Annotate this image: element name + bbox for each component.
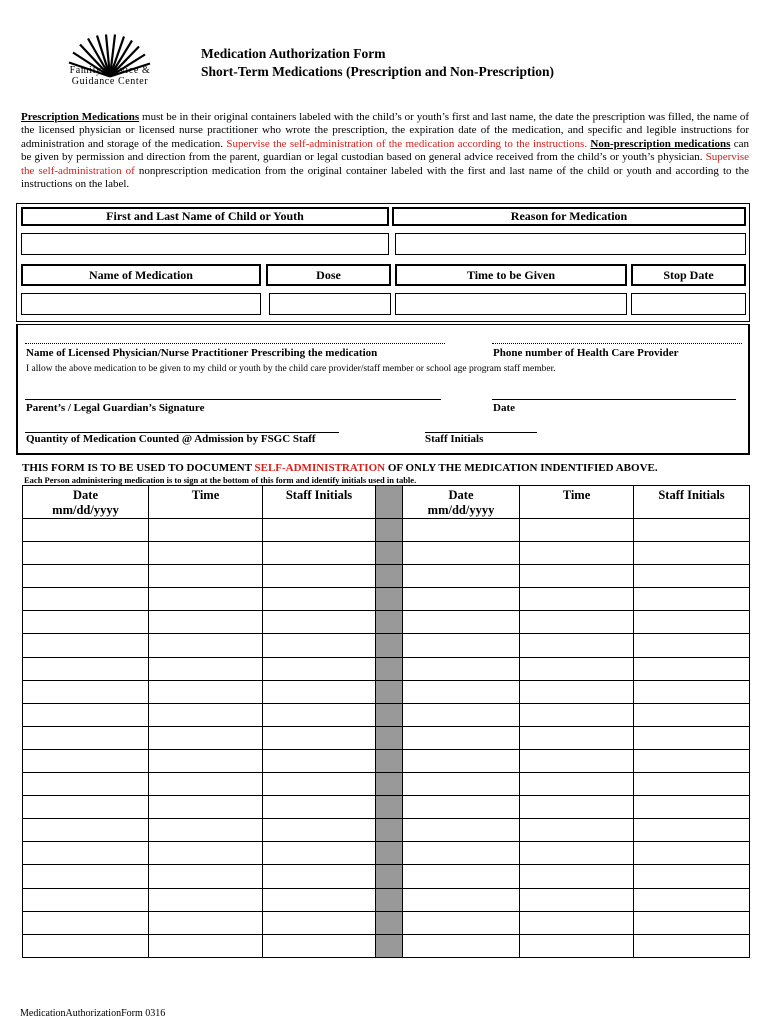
log-cell[interactable] <box>520 842 634 865</box>
table-row <box>23 611 750 634</box>
log-cell[interactable] <box>403 749 520 772</box>
log-cell[interactable] <box>403 703 520 726</box>
logo-line-2: Guidance Center <box>71 76 149 87</box>
log-cell[interactable] <box>403 611 520 634</box>
stop-date-header: Stop Date <box>631 264 746 286</box>
log-cell[interactable] <box>403 888 520 911</box>
log-cell[interactable] <box>149 749 263 772</box>
table-row <box>23 796 750 819</box>
log-cell[interactable] <box>403 796 520 819</box>
log-cell[interactable] <box>520 542 634 565</box>
table-row <box>23 519 750 542</box>
log-cell[interactable] <box>23 680 149 703</box>
log-cell[interactable] <box>263 565 376 588</box>
log-cell[interactable] <box>149 680 263 703</box>
column-separator <box>376 726 403 749</box>
form-code-footer: MedicationAuthorizationForm 0316 <box>20 1008 166 1019</box>
table-row <box>23 749 750 772</box>
time-given-field[interactable] <box>395 293 627 315</box>
log-cell[interactable] <box>520 680 634 703</box>
log-cell[interactable] <box>634 796 750 819</box>
log-cell[interactable] <box>634 888 750 911</box>
table-row <box>23 542 750 565</box>
notice-sub: Each Person administering medication is to sign at the bottom of this form and identify initials used in table. <box>24 475 417 485</box>
administration-log-table <box>22 485 750 958</box>
log-cell[interactable] <box>403 819 520 842</box>
log-cell[interactable] <box>403 911 520 934</box>
med-name-field[interactable] <box>21 293 261 315</box>
log-cell[interactable] <box>520 911 634 934</box>
table-row <box>23 911 750 934</box>
log-cell[interactable] <box>403 657 520 680</box>
log-cell[interactable] <box>403 934 520 957</box>
log-cell[interactable] <box>520 634 634 657</box>
date-label: Date <box>493 402 515 414</box>
date-line[interactable] <box>492 391 736 400</box>
stop-date-field[interactable] <box>631 293 746 315</box>
log-cell[interactable] <box>634 749 750 772</box>
log-cell[interactable] <box>403 634 520 657</box>
signature-line[interactable] <box>25 391 441 400</box>
log-cell[interactable] <box>263 634 376 657</box>
log-cell[interactable] <box>634 542 750 565</box>
log-cell[interactable] <box>403 519 520 542</box>
notice-pre: THIS FORM IS TO BE USED TO DOCUMENT <box>22 462 255 474</box>
staff-initials-line[interactable] <box>425 424 537 433</box>
log-cell[interactable] <box>23 796 149 819</box>
log-cell[interactable] <box>263 680 376 703</box>
column-separator <box>376 703 403 726</box>
log-cell[interactable] <box>634 773 750 796</box>
log-cell[interactable] <box>23 634 149 657</box>
log-cell[interactable] <box>634 680 750 703</box>
log-cell[interactable] <box>263 819 376 842</box>
rx-text: must be in their original containers labeled with the child’s or youth’s first and last name, the date the prescription was filled, the name of the licensed physician or licensed nurse practitioner who wrote the prescription, the expiration date of the medication, and specific and legible instructions for administration and storage of the medication. <box>21 111 750 150</box>
log-cell[interactable] <box>520 773 634 796</box>
date-header-text-2: Date <box>448 488 474 502</box>
log-cell[interactable] <box>403 773 520 796</box>
nonrx-tail: nonprescription medication from the original container labeled with the first and last name of the child or youth and according to the instructions on the label. <box>21 164 749 191</box>
rx-supervise-note: Supervise the self-administration of the medication according to the instructions. <box>226 137 588 150</box>
column-separator <box>376 865 403 888</box>
date-column-header <box>23 486 149 519</box>
column-separator <box>376 819 403 842</box>
log-cell[interactable] <box>263 611 376 634</box>
log-cell[interactable] <box>149 588 263 611</box>
form-subtitle: Short-Term Medications (Prescription and Non-Prescription) <box>201 64 554 79</box>
log-cell[interactable] <box>634 934 750 957</box>
child-name-field[interactable] <box>21 233 389 255</box>
log-cell[interactable] <box>520 657 634 680</box>
log-cell[interactable] <box>23 542 149 565</box>
log-cell[interactable] <box>263 911 376 934</box>
log-cell[interactable] <box>23 888 149 911</box>
log-cell[interactable] <box>520 749 634 772</box>
column-separator <box>376 486 403 519</box>
log-cell[interactable] <box>149 565 263 588</box>
log-cell[interactable] <box>634 865 750 888</box>
table-row <box>23 657 750 680</box>
staff-initials-label: Staff Initials <box>425 433 484 445</box>
log-cell[interactable] <box>149 773 263 796</box>
log-cell[interactable] <box>23 842 149 865</box>
log-cell[interactable] <box>634 565 750 588</box>
table-row <box>23 565 750 588</box>
allow-statement: I allow the above medication to be given to my child or youth by the child care provider/staff member or school age program staff member. <box>26 364 556 374</box>
log-cell[interactable] <box>403 588 520 611</box>
table-row <box>23 726 750 749</box>
log-cell[interactable] <box>520 819 634 842</box>
column-separator <box>376 842 403 865</box>
log-cell[interactable] <box>149 542 263 565</box>
table-row <box>23 588 750 611</box>
column-separator <box>376 519 403 542</box>
dose-field[interactable] <box>269 293 391 315</box>
log-cell[interactable] <box>263 588 376 611</box>
log-cell[interactable] <box>23 588 149 611</box>
column-separator <box>376 796 403 819</box>
log-cell[interactable] <box>23 934 149 957</box>
log-cell[interactable] <box>634 611 750 634</box>
log-cell[interactable] <box>23 749 149 772</box>
column-separator <box>376 888 403 911</box>
column-separator <box>376 634 403 657</box>
log-cell[interactable] <box>263 773 376 796</box>
log-cell[interactable] <box>149 842 263 865</box>
log-cell[interactable] <box>149 634 263 657</box>
log-cell[interactable] <box>23 657 149 680</box>
log-cell[interactable] <box>634 519 750 542</box>
log-cell[interactable] <box>23 519 149 542</box>
column-separator <box>376 934 403 957</box>
log-cell[interactable] <box>634 842 750 865</box>
reason-field[interactable] <box>395 233 746 255</box>
staff-initials-column-header: Staff Initials <box>263 486 376 519</box>
physician-line[interactable] <box>25 333 445 344</box>
logo-line-1: Family Service & <box>69 65 151 76</box>
log-cell[interactable] <box>263 657 376 680</box>
column-separator <box>376 542 403 565</box>
date-format-text: mm/dd/yyyy <box>52 503 119 517</box>
column-separator <box>376 749 403 772</box>
log-cell[interactable] <box>149 911 263 934</box>
table-row <box>23 842 750 865</box>
date-column-header-2 <box>403 486 520 519</box>
log-cell[interactable] <box>634 726 750 749</box>
log-cell[interactable] <box>263 796 376 819</box>
log-cell[interactable] <box>520 934 634 957</box>
nonrx-label: Non-prescription medications <box>590 137 731 150</box>
column-separator <box>376 680 403 703</box>
intro-paragraph <box>21 111 749 191</box>
log-cell[interactable] <box>23 565 149 588</box>
dose-header: Dose <box>266 264 391 286</box>
rx-label: Prescription Medications <box>21 111 140 123</box>
log-cell[interactable] <box>520 888 634 911</box>
log-cell[interactable] <box>403 542 520 565</box>
form-title: Medication Authorization Form <box>201 46 386 61</box>
log-cell[interactable] <box>263 749 376 772</box>
log-cell[interactable] <box>634 819 750 842</box>
log-cell[interactable] <box>263 703 376 726</box>
column-separator <box>376 565 403 588</box>
log-cell[interactable] <box>23 819 149 842</box>
table-row <box>23 773 750 796</box>
table-row <box>23 865 750 888</box>
table-row <box>23 934 750 957</box>
child-name-header: First and Last Name of Child or Youth <box>21 207 389 226</box>
time-column-header-2: Time <box>520 486 634 519</box>
log-cell[interactable] <box>403 726 520 749</box>
log-cell[interactable] <box>149 703 263 726</box>
log-cell[interactable] <box>149 819 263 842</box>
table-row <box>23 680 750 703</box>
quantity-label: Quantity of Medication Counted @ Admission by FSGC Staff <box>26 433 316 445</box>
log-cell[interactable] <box>149 611 263 634</box>
physician-label: Name of Licensed Physician/Nurse Practitioner Prescribing the medication <box>26 347 378 359</box>
log-cell[interactable] <box>149 519 263 542</box>
phone-label: Phone number of Health Care Provider <box>493 347 679 359</box>
log-cell[interactable] <box>263 842 376 865</box>
log-cell[interactable] <box>23 911 149 934</box>
log-cell[interactable] <box>263 888 376 911</box>
log-cell[interactable] <box>149 934 263 957</box>
column-separator <box>376 588 403 611</box>
time-given-header: Time to be Given <box>395 264 627 286</box>
med-name-header: Name of Medication <box>21 264 261 286</box>
log-cell[interactable] <box>403 680 520 703</box>
log-cell[interactable] <box>634 588 750 611</box>
log-cell[interactable] <box>520 796 634 819</box>
column-separator <box>376 611 403 634</box>
nonrx-text: can be given by permission and direction from the parent, guardian or legal custodian based on general advice received from the child’s or youth’s physician. <box>21 137 750 164</box>
column-separator <box>376 911 403 934</box>
log-cell[interactable] <box>23 703 149 726</box>
table-row <box>23 703 750 726</box>
date-format-text-2: mm/dd/yyyy <box>427 503 495 517</box>
log-cell[interactable] <box>149 796 263 819</box>
log-cell[interactable] <box>634 657 750 680</box>
log-cell[interactable] <box>263 934 376 957</box>
signature-label: Parent’s / Legal Guardian’s Signature <box>26 402 205 414</box>
log-cell[interactable] <box>520 865 634 888</box>
date-header-text: Date <box>73 488 98 502</box>
log-cell[interactable] <box>520 588 634 611</box>
log-cell[interactable] <box>520 703 634 726</box>
log-cell[interactable] <box>149 657 263 680</box>
staff-initials-column-header-2: Staff Initials <box>634 486 750 519</box>
log-header-row <box>23 486 750 519</box>
log-cell[interactable] <box>520 726 634 749</box>
logo-text <box>60 65 160 87</box>
log-cell[interactable] <box>149 726 263 749</box>
log-cell[interactable] <box>149 865 263 888</box>
log-cell[interactable] <box>634 703 750 726</box>
log-cell[interactable] <box>263 865 376 888</box>
table-row <box>23 634 750 657</box>
log-cell[interactable] <box>263 542 376 565</box>
self-admin-notice <box>22 462 658 474</box>
log-cell[interactable] <box>520 611 634 634</box>
log-cell[interactable] <box>263 726 376 749</box>
log-cell[interactable] <box>23 773 149 796</box>
log-cell[interactable] <box>403 565 520 588</box>
table-row <box>23 888 750 911</box>
reason-header: Reason for Medication <box>392 207 746 226</box>
notice-post: OF ONLY THE MEDICATION INDENTIFIED ABOVE. <box>385 462 658 474</box>
log-cell[interactable] <box>403 865 520 888</box>
phone-line[interactable] <box>492 333 742 344</box>
column-separator <box>376 657 403 680</box>
log-cell[interactable] <box>403 842 520 865</box>
log-cell[interactable] <box>520 519 634 542</box>
log-cell[interactable] <box>23 865 149 888</box>
nonrx-supervise-note: Supervise the self-administration of <box>21 151 749 177</box>
time-column-header: Time <box>149 486 263 519</box>
log-cell[interactable] <box>634 911 750 934</box>
quantity-line[interactable] <box>25 424 339 433</box>
log-cell[interactable] <box>263 519 376 542</box>
notice-red: SELF-ADMINISTRATION <box>254 462 386 474</box>
log-cell[interactable] <box>23 726 149 749</box>
table-row <box>23 819 750 842</box>
log-cell[interactable] <box>520 565 634 588</box>
log-cell[interactable] <box>634 634 750 657</box>
column-separator <box>376 773 403 796</box>
log-cell[interactable] <box>23 611 149 634</box>
log-cell[interactable] <box>149 888 263 911</box>
